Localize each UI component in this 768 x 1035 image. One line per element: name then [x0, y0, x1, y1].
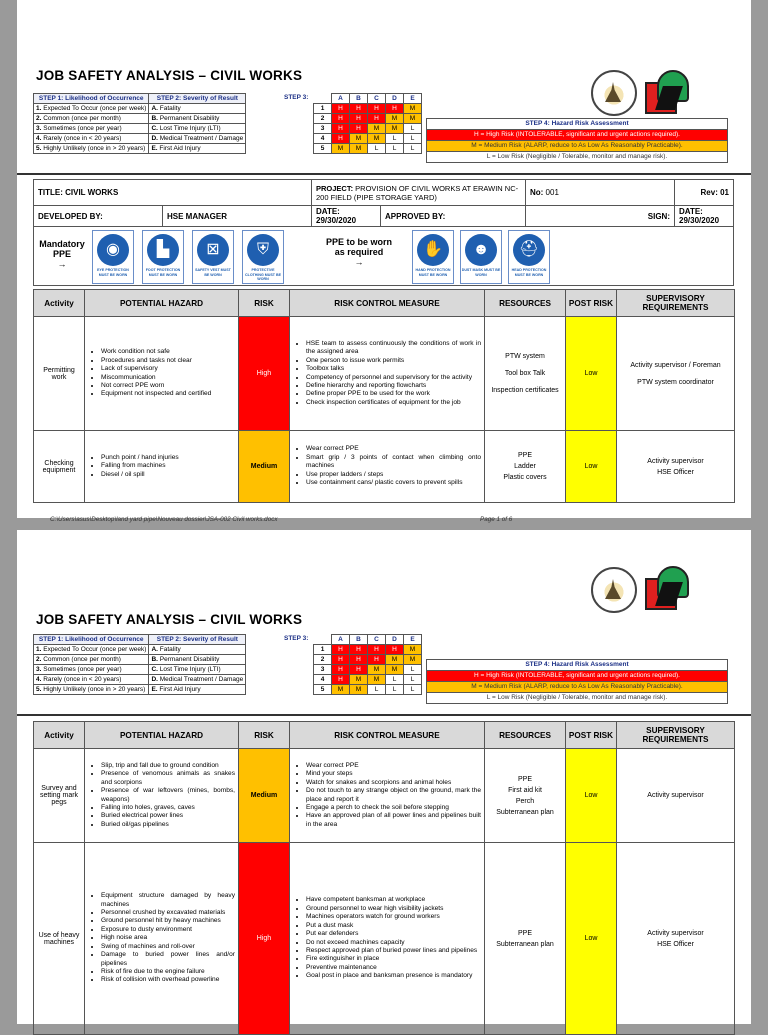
hand-protection-icon: ✋	[417, 234, 449, 266]
severity-item: A. Fatality	[149, 104, 246, 114]
severity-item: B. Permanent Disability	[149, 655, 246, 665]
approved-by-label: APPROVED BY:	[381, 206, 526, 227]
resources-cell	[485, 431, 566, 503]
risk-cell: High	[239, 317, 290, 431]
hazard-item: • Damage to buried power lines and/or pipelines	[101, 951, 235, 968]
table-row	[34, 317, 735, 431]
control-item: • Fire extinguisher in place	[306, 955, 481, 963]
col-header-post-risk: POST RISK	[566, 290, 617, 317]
matrix-col-header: A	[332, 94, 350, 104]
control-item: • Use proper ladders / steps	[306, 471, 481, 479]
matrix-row-header: 4	[314, 675, 332, 685]
matrix-row-header: 2	[314, 114, 332, 124]
supervisory-cell	[617, 843, 735, 1035]
step3-header: STEP 3:	[284, 635, 309, 642]
legend-low: L = Low Risk (Negligible / Tolerable, monitor and manage risk).	[426, 693, 728, 704]
matrix-cell: H	[332, 655, 350, 665]
matrix-cell: L	[404, 124, 422, 134]
severity-item: D. Medical Treatment / Damage	[149, 675, 246, 685]
hazard-item: • Equipment not inspected and certified	[101, 390, 235, 398]
post-risk-cell: Low	[566, 317, 617, 431]
matrix-cell: M	[350, 675, 368, 685]
page-title: JOB SAFETY ANALYSIS – CIVIL WORKS	[36, 612, 303, 627]
risk-matrix	[313, 93, 422, 154]
supervisory-item: Activity supervisor	[647, 457, 704, 465]
risk-cell: Medium	[239, 749, 290, 843]
control-item: • Machines operators watch for ground workers	[306, 913, 481, 921]
resources-cell	[485, 317, 566, 431]
matrix-cell: H	[332, 645, 350, 655]
matrix-cell: M	[386, 124, 404, 134]
hazard-item: • Punch point / hand injuries	[101, 454, 235, 462]
matrix-cell: M	[404, 645, 422, 655]
resource-item: Subterranean plan	[496, 940, 554, 948]
control-item: • Watch for snakes and scorpions and animal holes	[306, 779, 481, 787]
matrix-cell: H	[332, 134, 350, 144]
control-item: • HSE team to assess continuously the conditions of work in the assigned area	[306, 340, 481, 357]
developed-by-label: DEVELOPED BY:	[34, 206, 163, 227]
activity-cell: Permitting work	[34, 317, 85, 431]
matrix-row-header: 2	[314, 655, 332, 665]
hazard-item: • Presence of war leftovers (mines, bombs, weapons)	[101, 787, 235, 804]
control-item: • Wear correct PPE	[306, 445, 481, 453]
supervisory-item: Activity supervisor	[647, 792, 704, 799]
hazard-item: • High noise area	[101, 934, 235, 942]
matrix-cell: H	[350, 104, 368, 114]
resource-item: First aid kit	[508, 786, 542, 794]
legend-medium: M = Medium Risk (ALARP, reduce to As Low As Reasonably Practicable).	[426, 682, 728, 693]
hazard-item: • Falling into holes, graves, caves	[101, 804, 235, 812]
activity-cell: Use of heavy machines	[34, 843, 85, 1035]
col-header-post-risk: POST RISK	[566, 722, 617, 749]
dust-mask-icon: ☻	[465, 234, 497, 266]
matrix-row-header: 1	[314, 104, 332, 114]
control-cell	[290, 843, 485, 1035]
hazard-cell	[85, 317, 239, 431]
protective-clothing-icon: ⛨	[247, 234, 279, 266]
likelihood-item: 1. Expected To Occur (once per week)	[34, 104, 149, 114]
matrix-cell: H	[350, 114, 368, 124]
matrix-cell: H	[386, 104, 404, 114]
control-item: • Preventive maintenance	[306, 964, 481, 972]
divider	[17, 173, 751, 175]
matrix-cell: M	[386, 665, 404, 675]
matrix-cell: M	[350, 134, 368, 144]
hazard-cell	[85, 431, 239, 503]
control-item: • Use containment cans/ plastic covers to prevent spills	[306, 479, 481, 487]
matrix-col-header: C	[368, 94, 386, 104]
date-field: DATE: 29/30/2020	[312, 206, 381, 227]
likelihood-severity-table	[33, 93, 246, 154]
severity-item: E. First Aid Injury	[149, 144, 246, 154]
control-item: • Do not exceed machines capacity	[306, 939, 481, 947]
control-item: • Toolbox talks	[306, 365, 481, 373]
company-seal-logo	[591, 70, 637, 116]
hazard-risk-legend	[426, 659, 728, 704]
control-item: • Define proper PPE to be used for the work	[306, 390, 481, 398]
hazard-item: • Buried electrical power lines	[101, 812, 235, 820]
severity-item: B. Permanent Disability	[149, 114, 246, 124]
supervisory-item: PTW system coordinator	[637, 378, 714, 386]
likelihood-item: 3. Sometimes (once per year)	[34, 124, 149, 134]
risk-cell: High	[239, 843, 290, 1035]
severity-item: A. Fatality	[149, 645, 246, 655]
col-header-control: RISK CONTROL MEASURE	[290, 722, 485, 749]
resource-item: PPE	[517, 452, 532, 459]
matrix-cell: L	[368, 685, 386, 695]
control-item: • Check inspection certificates of equipment for the job	[306, 399, 481, 407]
ppe-section	[33, 226, 734, 286]
hazard-item: • Diesel / oil spill	[101, 471, 235, 479]
risk-cell: Medium	[239, 431, 290, 503]
matrix-cell: H	[332, 675, 350, 685]
matrix-cell: M	[350, 685, 368, 695]
resource-item: Tool box Talk	[504, 370, 546, 377]
step3-header: STEP 3:	[284, 94, 309, 101]
hazard-item: • Not correct PPE worn	[101, 382, 235, 390]
matrix-cell: H	[368, 645, 386, 655]
supervisory-item: Activity supervisor / Foreman	[630, 361, 721, 369]
severity-item: D. Medical Treatment / Damage	[149, 134, 246, 144]
head-protection-sign: ⛑ HEAD PROTECTION MUST BE WORN	[508, 230, 550, 284]
hazard-item: • Personnel crushed by excavated materials	[101, 909, 235, 917]
table-row	[34, 843, 735, 1035]
post-risk-cell: Low	[566, 431, 617, 503]
sign-field: SIGN:	[526, 206, 675, 227]
control-cell	[290, 749, 485, 843]
hazard-risk-legend	[426, 118, 728, 163]
severity-item: E. First Aid Injury	[149, 685, 246, 695]
hazard-item: • Miscommunication	[101, 374, 235, 382]
hazard-item: • Work condition not safe	[101, 348, 235, 356]
legend-high: H = High Risk (INTOLERABLE, significant and urgent actions required).	[426, 130, 728, 141]
col-header-resources: RESOURCES	[485, 722, 566, 749]
col-header-risk: RISK	[239, 722, 290, 749]
document-info-table	[33, 179, 734, 227]
resources-cell	[485, 749, 566, 843]
title-field: TITLE: CIVIL WORKS	[34, 180, 312, 206]
hazard-item: • Procedures and tasks not clear	[101, 357, 235, 365]
supervisory-cell	[617, 431, 735, 503]
jsa-table-page2	[33, 721, 735, 1035]
control-item: • Put a dust mask	[306, 922, 481, 930]
matrix-cell: H	[332, 104, 350, 114]
matrix-cell: H	[368, 114, 386, 124]
col-header-supervisory: SUPERVISORY REQUIREMENTS	[617, 290, 735, 317]
hazard-item: • Lack of supervisory	[101, 365, 235, 373]
control-item: • Do not touch to any strange object on the ground, mark the place and report it	[306, 787, 481, 804]
dust-mask-sign: ☻ DUST MASK MUST BE WORN	[460, 230, 502, 284]
col-header-activity: Activity	[34, 722, 85, 749]
col-header-hazard: POTENTIAL HAZARD	[85, 722, 239, 749]
control-cell	[290, 431, 485, 503]
safety-vest-icon: ⊠	[197, 234, 229, 266]
doc-number-field: No: 001	[526, 180, 675, 206]
matrix-cell: M	[332, 144, 350, 154]
supervisory-item: Activity supervisor	[647, 929, 704, 937]
table-row	[34, 749, 735, 843]
matrix-cell: H	[368, 104, 386, 114]
company-logo	[643, 566, 687, 608]
resource-item: Subterranean plan	[496, 808, 554, 816]
table-row	[34, 431, 735, 503]
control-item: • Ground personnel to wear high visibility jackets	[306, 905, 481, 913]
hazard-cell	[85, 749, 239, 843]
matrix-col-header: E	[404, 635, 422, 645]
matrix-row-header: 3	[314, 665, 332, 675]
control-item: • Mind your steps	[306, 770, 481, 778]
control-item: • Competency of personnel and supervisory for the activity	[306, 374, 481, 382]
hazard-item: • Ground personnel hit by heavy machines	[101, 917, 235, 925]
legend-high: H = High Risk (INTOLERABLE, significant and urgent actions required).	[426, 671, 728, 682]
matrix-row-header: 5	[314, 685, 332, 695]
document-page-2	[17, 530, 751, 1024]
matrix-col-header: D	[386, 635, 404, 645]
likelihood-item: 1. Expected To Occur (once per week)	[34, 645, 149, 655]
matrix-cell: L	[386, 675, 404, 685]
developer-value: HSE MANAGER	[163, 206, 312, 227]
control-cell	[290, 317, 485, 431]
activity-cell: Survey and setting mark pegs	[34, 749, 85, 843]
matrix-col-header: D	[386, 94, 404, 104]
control-item: • One person to issue work permits	[306, 357, 481, 365]
likelihood-item: 2. Common (once per month)	[34, 655, 149, 665]
hazard-item: • Slip, trip and fall due to ground condition	[101, 762, 235, 770]
matrix-cell: M	[332, 685, 350, 695]
risk-matrix	[313, 634, 422, 695]
activity-cell: Checking equipment	[34, 431, 85, 503]
hazard-item: • Swing of machines and roll-over	[101, 943, 235, 951]
legend-low: L = Low Risk (Negligible / Tolerable, monitor and manage risk).	[426, 152, 728, 163]
control-item: • Have an approved plan of all power lines and pipelines built in the area	[306, 812, 481, 829]
likelihood-item: 5. Highly Unlikely (once in > 20 years)	[34, 144, 149, 154]
supervisory-cell	[617, 317, 735, 431]
matrix-cell: L	[404, 134, 422, 144]
control-item: • Respect approved plan of buried power lines and pipelines	[306, 947, 481, 955]
resource-item: PPE	[517, 775, 532, 783]
matrix-cell: L	[404, 665, 422, 675]
matrix-cell: M	[404, 655, 422, 665]
supervisory-item: HSE Officer	[657, 940, 694, 948]
post-risk-cell: Low	[566, 749, 617, 843]
likelihood-item: 4. Rarely (once in < 20 years)	[34, 675, 149, 685]
likelihood-item: 4. Rarely (once in < 20 years)	[34, 134, 149, 144]
col-header-resources: RESOURCES	[485, 290, 566, 317]
matrix-cell: L	[404, 675, 422, 685]
hazard-item: • Risk of collision with overhead powerline	[101, 976, 235, 984]
document-page-1	[17, 0, 751, 523]
resource-item: PTW system	[505, 353, 545, 360]
control-item: • Goal post in place and banksman presence is mandatory	[306, 972, 481, 980]
control-item: • Put ear defenders	[306, 930, 481, 938]
matrix-cell: M	[404, 104, 422, 114]
foot-protection-icon: ▙	[147, 234, 179, 266]
hazard-cell	[85, 843, 239, 1035]
matrix-cell: M	[368, 134, 386, 144]
severity-item: C. Lost Time Injury (LTI)	[149, 124, 246, 134]
matrix-cell: M	[404, 114, 422, 124]
matrix-cell: H	[350, 665, 368, 675]
matrix-cell: H	[332, 124, 350, 134]
company-logo	[643, 70, 687, 112]
step2-header: STEP 2: Severity of Result	[149, 635, 246, 645]
matrix-cell: H	[332, 114, 350, 124]
footer-page-number: Page 1 of 6	[480, 516, 513, 523]
resources-cell	[485, 843, 566, 1035]
resource-item: Ladder	[514, 463, 536, 470]
matrix-cell: M	[386, 114, 404, 124]
matrix-row-header: 4	[314, 134, 332, 144]
matrix-cell: H	[350, 645, 368, 655]
matrix-cell: M	[368, 665, 386, 675]
matrix-cell: L	[404, 685, 422, 695]
control-item: • Engage a perch to check the soil before stepping	[306, 804, 481, 812]
eye-protection-icon: ◉	[97, 234, 129, 266]
matrix-cell: M	[368, 124, 386, 134]
page-title: JOB SAFETY ANALYSIS – CIVIL WORKS	[36, 68, 303, 83]
company-seal-logo	[591, 567, 637, 613]
control-item: • Define hierarchy and reporting flowcharts	[306, 382, 481, 390]
matrix-cell: L	[386, 685, 404, 695]
matrix-cell: H	[332, 665, 350, 675]
matrix-cell: H	[350, 124, 368, 134]
col-header-activity: Activity	[34, 290, 85, 317]
hazard-item: • Equipment structure damaged by heavy machines	[101, 892, 235, 909]
date-field-2: DATE: 29/30/2020	[675, 206, 734, 227]
head-protection-icon: ⛑	[513, 234, 545, 266]
supervisory-item: HSE Officer	[657, 468, 694, 476]
legend-medium: M = Medium Risk (ALARP, reduce to As Low As Reasonably Practicable).	[426, 141, 728, 152]
hazard-item: • Falling from machines	[101, 462, 235, 470]
matrix-cell: H	[368, 655, 386, 665]
ppe-as-required-label: PPE to be worn as required →	[325, 237, 392, 267]
matrix-cell: H	[350, 655, 368, 665]
matrix-row-header: 3	[314, 124, 332, 134]
matrix-cell: L	[386, 144, 404, 154]
foot-protection-sign: ▙ FOOT PROTECTION MUST BE WORN	[142, 230, 184, 284]
col-header-control: RISK CONTROL MEASURE	[290, 290, 485, 317]
hand-protection-sign: ✋ HAND PROTECTION MUST BE WORN	[412, 230, 454, 284]
post-risk-cell: Low	[566, 843, 617, 1035]
matrix-cell: M	[386, 655, 404, 665]
step1-header: STEP 1: Likelihood of Occurrence	[34, 94, 149, 104]
project-field: PROJECT: PROVISION OF CIVIL WORKS AT ERAWIN NC-200 FIELD (PIPE STORAGE YARD)	[312, 180, 526, 206]
matrix-cell: M	[350, 144, 368, 154]
eye-protection-sign: ◉ EYE PROTECTION MUST BE WORN	[92, 230, 134, 284]
resource-item: PPE	[517, 929, 532, 937]
matrix-col-header: E	[404, 94, 422, 104]
step2-header: STEP 2: Severity of Result	[149, 94, 246, 104]
matrix-cell: M	[368, 675, 386, 685]
matrix-col-header: C	[368, 635, 386, 645]
matrix-cell: H	[386, 645, 404, 655]
mandatory-ppe-label: Mandatory PPE →	[39, 239, 85, 269]
matrix-col-header: B	[350, 94, 368, 104]
matrix-col-header: B	[350, 635, 368, 645]
hazard-item: • Buried oil/gas pipelines	[101, 821, 235, 829]
matrix-row-header: 5	[314, 144, 332, 154]
revision-field: Rev: 01	[675, 180, 734, 206]
matrix-col-header: A	[332, 635, 350, 645]
likelihood-item: 5. Highly Unlikely (once in > 20 years)	[34, 685, 149, 695]
control-item: • Smart grip / 3 points of contact when climbing onto machines	[306, 454, 481, 471]
matrix-row-header: 1	[314, 645, 332, 655]
step1-header: STEP 1: Likelihood of Occurrence	[34, 635, 149, 645]
step4-header: STEP 4: Hazard Risk Assessment	[426, 118, 728, 130]
control-item: • Have competent banksman at workplace	[306, 896, 481, 904]
matrix-cell: L	[368, 144, 386, 154]
divider	[17, 714, 751, 716]
supervisory-cell	[617, 749, 735, 843]
footer-path: C:\Users\asus\Desktop\land yard pipe\Nouveau dossier\JSA-002 Civil works.docx	[50, 516, 278, 523]
protective-clothing-sign: ⛨ PROTECTIVE CLOTHING MUST BE WORN	[242, 230, 284, 284]
likelihood-item: 3. Sometimes (once per year)	[34, 665, 149, 675]
matrix-corner	[314, 635, 332, 645]
resource-item: Perch	[515, 797, 535, 805]
likelihood-item: 2. Common (once per month)	[34, 114, 149, 124]
likelihood-severity-table	[33, 634, 246, 695]
hazard-item: • Risk of fire due to the engine failure	[101, 968, 235, 976]
matrix-cell: L	[386, 134, 404, 144]
col-header-hazard: POTENTIAL HAZARD	[85, 290, 239, 317]
matrix-corner	[314, 94, 332, 104]
hazard-item: • Presence of venomous animals as snakes and scorpions	[101, 770, 235, 787]
jsa-table-page1	[33, 289, 735, 503]
step4-header: STEP 4: Hazard Risk Assessment	[426, 659, 728, 671]
col-header-supervisory: SUPERVISORY REQUIREMENTS	[617, 722, 735, 749]
resource-item: Plastic covers	[503, 474, 547, 481]
col-header-risk: RISK	[239, 290, 290, 317]
severity-item: C. Lost Time Injury (LTI)	[149, 665, 246, 675]
hazard-item: • Exposure to dusty environment	[101, 926, 235, 934]
safety-vest-sign: ⊠ SAFETY VEST MUST BE WORN	[192, 230, 234, 284]
matrix-cell: L	[404, 144, 422, 154]
control-item: • Wear correct PPE	[306, 762, 481, 770]
resource-item: Inspection certificates	[491, 387, 559, 394]
